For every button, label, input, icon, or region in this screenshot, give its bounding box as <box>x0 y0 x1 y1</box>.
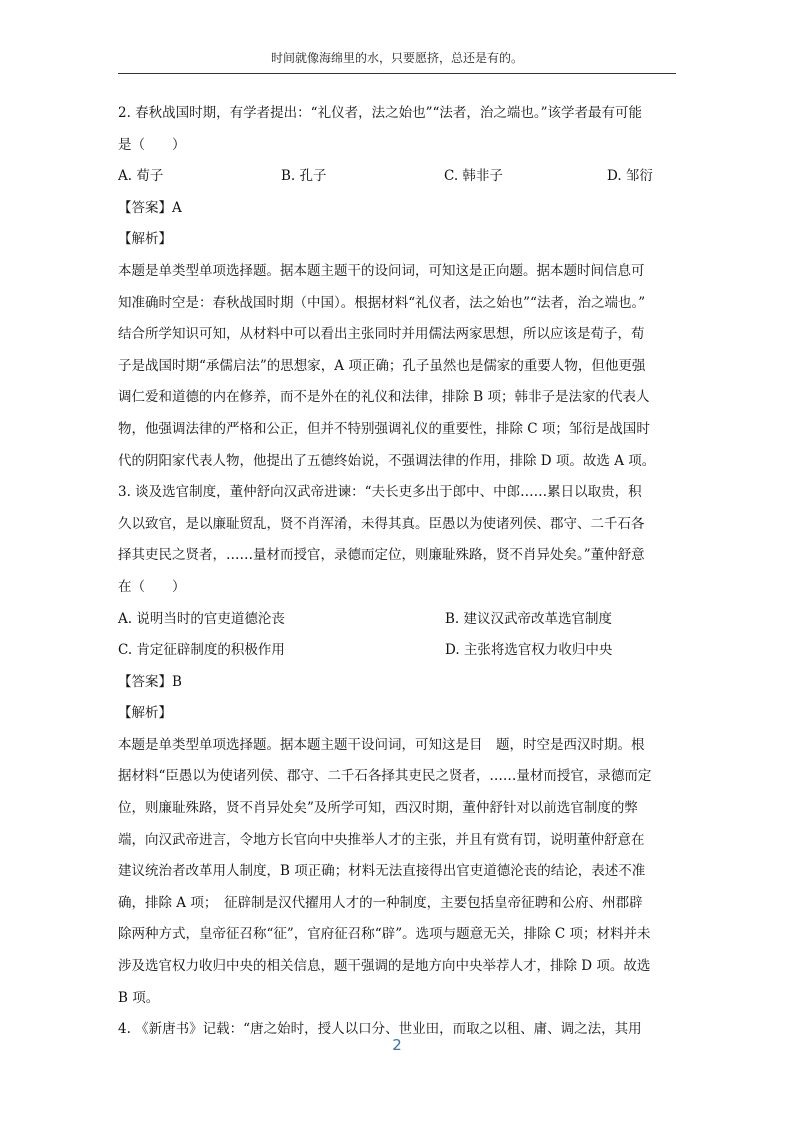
document-body <box>118 98 678 1046</box>
q2-stem-line: 2. 春秋战国时期，有学者提出：“礼仪者，法之始也”“法者，治之端也。”该学者最有可能 <box>118 105 643 121</box>
q3-analysis-line: 端，向汉武帝进言，令地方长官向中央推举人才的主张，并且有赏有罚，说明董仲舒意在 <box>118 831 645 848</box>
q3-option-a: A. 说明当时的官吏道德沦丧 <box>118 610 285 627</box>
q3-analysis-line: 据材料“臣愚以为使诸列侯、郡守、二千石各择其吏民之贤者，……量材而授官，录德而定 <box>118 768 652 785</box>
q2-option-c: C. 韩非子 <box>444 168 503 185</box>
q4-stem-line: 4. 《新唐书》记载：“唐之始时，授人以口分、世业田，而取之以租、庸、调之法，其用 <box>118 1021 642 1038</box>
q3-analysis-line: 本题是单类型单项选择题。据本题主题干设问词，可知这是目 题，时空是西汉时期。根 <box>118 736 645 753</box>
q3-analysis-line: 确，排除 A 项； 征辟制是汉代擢用人才的一种制度，主要包括皇帝征聘和公府、州郡辟 <box>118 894 643 911</box>
q2-analysis-line: 物，他强调法律的严格和公正，但并不特别强调礼仪的重要性，排除 C 项；邹衍是战国时 <box>118 420 650 437</box>
q3-stem-line: 择其吏民之贤者，……量材而授官，录德而定位，则廉耻殊路，贤不肖异处矣。”董仲舒意 <box>118 547 645 564</box>
q2-analysis-line: 子是战国时期“承儒启法”的思想家，A 项正确；孔子虽然也是儒家的重要人物，但他更强 <box>118 357 646 374</box>
q2-option-b: B. 孔子 <box>281 168 327 185</box>
q3-answer: 【答案】B <box>118 673 182 690</box>
q3-option-d: D. 主张将选官权力收归中央 <box>445 642 613 659</box>
page-number: 2 <box>392 1036 402 1054</box>
q2-analysis-line: 本题是单类型单项选择题。据本题主题干的设问词，可知这是正向题。据本题时间信息可 <box>118 262 645 279</box>
q3-option-b: B. 建议汉武帝改革选官制度 <box>445 610 613 627</box>
q3-analysis-label: 【解析】 <box>118 705 172 722</box>
q3-option-c: C. 肯定征辟制度的积极作用 <box>118 642 285 659</box>
q3-analysis-line: 涉及选官权力收归中央的相关信息，题干强调的是地方向中央举荐人才，排除 D 项。故选 <box>118 958 651 975</box>
q2-option-a: A. 荀子 <box>118 168 164 185</box>
q2-analysis-label: 【解析】 <box>118 231 172 248</box>
q2-answer: 【答案】A <box>118 199 182 216</box>
q2-analysis-line: 结合所学知识可知，从材料中可以看出主张同时并用儒法两家思想，所以应该是荀子，荀 <box>118 326 645 343</box>
q3-analysis-line: B 项。 <box>118 989 160 1006</box>
q3-options-row <box>118 635 678 667</box>
q3-stem-line: 在（ ） <box>118 578 186 595</box>
header-divider <box>118 73 676 74</box>
q3-stem-line: 久以致官，是以廉耻贸乱，贤不肖浑淆，未得其真。臣愚以为使诸列侯、郡守、二千石各 <box>118 515 645 532</box>
q3-stem-line: 3. 谈及选官制度，董仲舒向汉武帝进谏：“夫长吏多出于郎中、中郎……累日以取贵，积 <box>118 484 642 501</box>
q2-analysis-line: 调仁爱和道德的内在修养，而不是外在的礼仪和法律，排除 B 项；韩非子是法家的代表人 <box>118 389 650 406</box>
q2-analysis-line: 代的阴阳家代表人物，他提出了五德终始说，不强调法律的作用，排除 D 项。故选 A 项。 <box>118 452 656 469</box>
q3-options-row <box>118 604 678 636</box>
q2-options <box>118 161 678 193</box>
q3-analysis-line: 位，则廉耻殊路，贤不肖异处矣”及所学可知，西汉时期，董仲舒针对以前选官制度的弊 <box>118 800 638 817</box>
q3-analysis-line: 除两种方式，皇帝征召称“征”，官府征召称“辟”。选项与题意无关，排除 C 项；材料并未 <box>118 926 651 943</box>
q2-analysis-line: 知准确时空是：春秋战国时期（中国）。根据材料“礼仪者，法之始也”“法者，治之端也。” <box>118 294 646 311</box>
q2-stem-line: 是（ ） <box>118 136 186 153</box>
page-header-motto: 时间就像海绵里的水，只要愿挤，总还是有的。 <box>270 51 523 65</box>
q2-option-d: D. 邹衍 <box>607 168 653 185</box>
q3-analysis-line: 建议统治者改革用人制度，B 项正确；材料无法直接得出官吏道德沦丧的结论，表述不准 <box>118 863 646 880</box>
